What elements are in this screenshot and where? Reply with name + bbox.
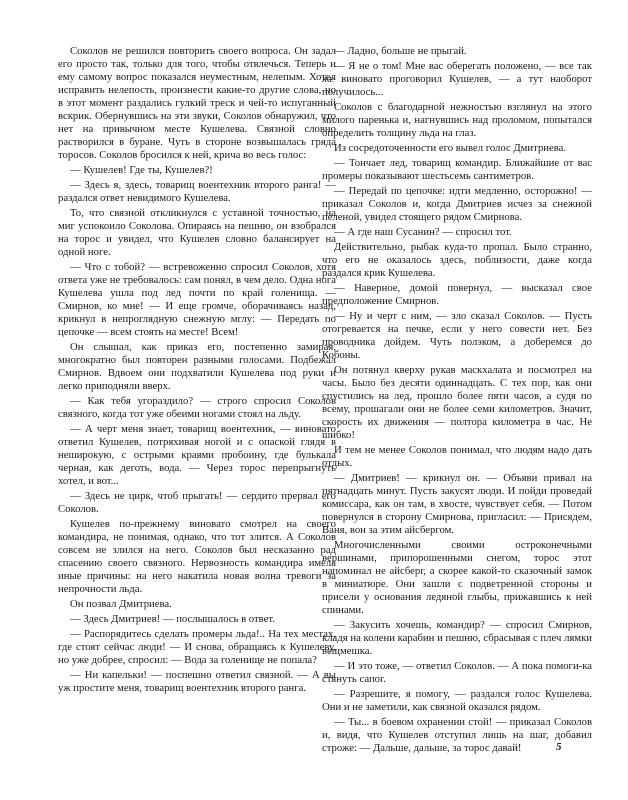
page-number: 5 [556,741,562,753]
paragraph: Он позвал Дмитриева. [70,598,172,610]
paragraph: — Я не о том! Мне вас оберегать положено, — все так же виновато проговорил Кушелев, — а тут наоборот получилось... [322,60,592,98]
paragraph: — И это тоже, — ответил Соколов. — А пока помоги-ка стянуть сапог. [322,660,592,685]
paragraph: — Разрешите, я помогу, — раздался голос Кушелева. Они и не заметили, как связной оказался рядом. [322,688,592,713]
paragraph: — Тончает лед, товарищ командир. Ближайшие от вас промеры показывают шестьсемь сантиметров. [322,157,592,182]
paragraph: — А где наш Сусанин? — спросил тот. [334,226,512,238]
paragraph: — Ладно, больше не прыгай. [334,45,467,57]
paragraph: — Дмитриев! — крикнул он. — Объяви привал на пятнадцать минут. Пусть закусят люди. И пойди проведай комиссара, как он там, в хвосте, чувствует себя. — Потом повернулся в сторону Смирнова, пригласил: — Присядем, Ваня, вон за этим айсбергом. [322,472,592,536]
paragraph: — Распорядитесь сделать промеры льда!.. На тех местах, где стоят сейчас люди! — И снова, обращаясь к Кушелеву, но уже добрее, спросил: — Вода за голенище не попала? [58,628,336,666]
paragraph: — Ни капельки! — поспешно ответил связной. — А вы уж простите меня, товарищ воентехник второго ранга. [58,669,336,694]
paragraph: Он потянул кверху рукав маскхалата и посмотрел на часы. Было без десяти одиннадцать. С тех пор, как они спустились на лед, прошло более пяти часов, а судя по всему, прошагали они не более семи километров. Значит, скорость их движения — полтора километра в час. Не шибко! [322,364,592,441]
right-text-column [322,45,592,757]
paragraph: То, что связной откликнулся с уставной точностью, на миг успокоило Соколова. Опираясь на пешню, он взобрался на торос и увидел, что Кушелев словно балансирует на одной ноге. [58,207,336,258]
paragraph: Из сосредоточенности его вывел голос Дмитриева. [334,142,567,154]
paragraph: — Наверное, домой повернул, — высказал свое предположение Смирнов. [322,282,592,307]
paragraph: — Ты... в боевом охранении стой! — приказал Соколов и, видя, что Кушелев отступил лишь на шаг, добавил строже: — Дальше, дальше, за торос давай! [322,716,592,754]
paragraph: Кушелев по-прежнему виновато смотрел на своего командира, не понимая, однако, что тот злится. А Соколов совсем не злился на него. Соколов был несказанно рад спасению своего связного. Нервозность командира имела иные причины: на него накатила новая волна тревоги за непрочности льда. [58,518,336,595]
paragraph: Многочисленными своими остроконечными вершинами, припорошенными снегом, торос этот напоминал не айсберг, а скорее какой-то сказочный замок в миниатюре. Они зашли с подветренной стороны и присели у основания ледяной глыбы, прижавшись к ней спинами. [322,539,592,616]
paragraph: — А черт меня знает, товарищ воентехник, — виновато ответил Кушелев, потряхивая ногой и с опаской глядя в неширокую, с острыми краями пробоину, где булькала черная, как деготь, вода. — Через торос перепрыгнуть хотел, и вот... [58,423,336,487]
paragraph: Он слышал, как приказ его, постепенно замирая, многократно был повторен разными голосами. Подбежал Смирнов. Вдвоем они подхватили Кушелева под руки и легко приподняли вверх. [58,341,336,392]
paragraph: — Как тебя угораздило? — строго спросил Соколов связного, когда тот уже обеими ногами стоял на льду. [58,395,336,420]
left-text-column [58,45,336,697]
paragraph: — Здесь я, здесь, товарищ воентехник второго ранга! — раздался ответ невидимого Кушелева. [58,179,336,204]
paragraph: Действительно, рыбак куда-то пропал. Было странно, что его не оказалось здесь, поблизости, даже когда раздался крик Кушелева. [322,241,592,279]
paragraph: — Кушелев! Где ты, Кушелев?! [70,164,213,176]
paragraph: — Что с тобой? — встревоженно спросил Соколов, хотя ответа уже не требовалось: сам понял, в чем дело. Одна нога Кушелева ушла под лед почти по край голенища. — Смирнов, ко мне! — И еще громче, оборачиваясь назад, крикнул в непроглядную снежную мглу: — Передать по цепочке — всем стоять на месте! Всем! [58,261,336,338]
paragraph: Соколов не решился повторить своего вопроса. Он задал его просто так, только для того, чтобы отвлечься. Теперь и ему самому вопрос показался неуместным, нелепым. Хотел исправить нелепость, произнести какие-то другие слова, но в этот момент раздались гулкий треск и чей-то испуганный вскрик. Обернувшись на эти звуки, Соколов обнаружил, что нет на привычном месте Кушелева. Связной словно растворился в буране. Чуть в стороне возвышалась гряда торосов. Соколов бросился к ней, крича во весь голос: [58,45,336,161]
paragraph: — Передай по цепочке: идти медленно, осторожно! — приказал Соколов и, когда Дмитриев исчез за снежной пеленой, увидел стоящего рядом Смирнова. [322,185,592,223]
paragraph: — Ну и черт с ним, — зло сказал Соколов. — Пусть отогревается на печке, если у него совести нет. Без проводника дойдем. Чуть полэком, а доберемся до Кобоны. [322,310,592,361]
paragraph: — Здесь не цирк, чтоб прыгать! — сердито прервал его Соколов. [58,490,336,515]
paragraph: — Закусить хочешь, командир? — спросил Смирнов, кладя на колени карабин и пешню, сбрасывая с плеч лямки вещмешка. [322,619,592,657]
paragraph: — Здесь Дмитриев! — послышалось в ответ. [70,613,275,625]
paragraph: И тем не менее Соколов понимал, что людям надо дать отдых. [322,444,592,469]
paragraph: Соколов с благодарной нежностью взглянул на этого милого паренька и, нагнувшись над проломом, попытался определить толщину льда на глаз. [322,101,592,139]
